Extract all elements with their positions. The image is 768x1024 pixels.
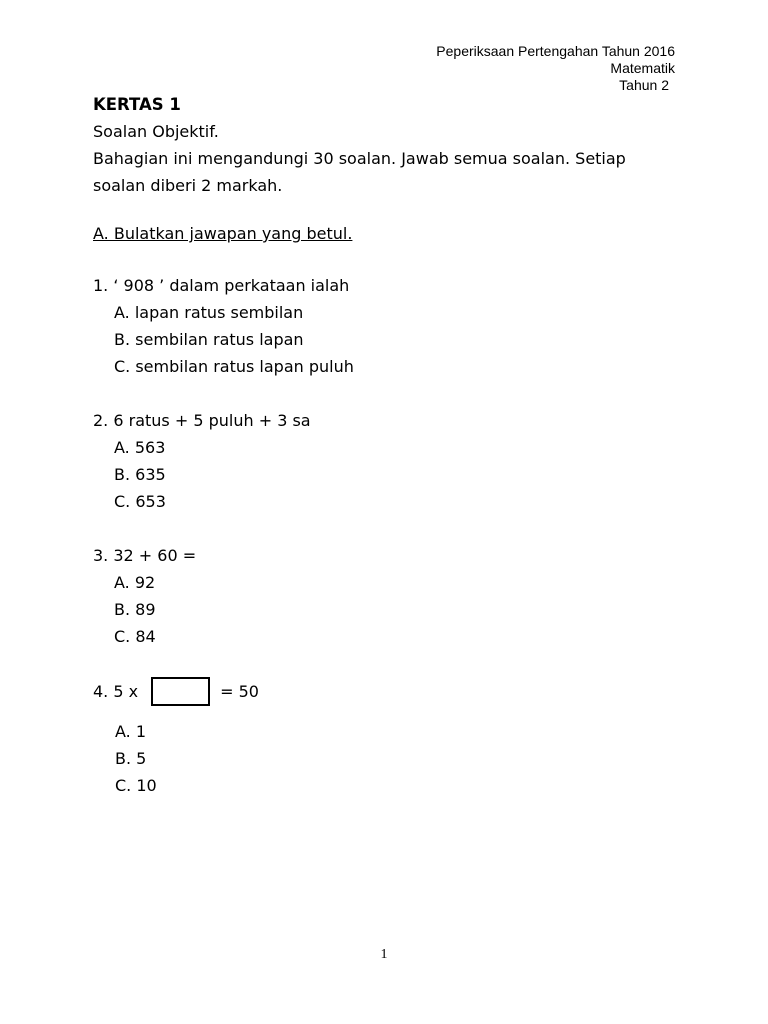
option-a[interactable]: A. 563 [114, 438, 166, 457]
option-a[interactable]: A. 1 [115, 722, 147, 741]
question-text-before: 4. 5 x [93, 682, 139, 701]
question-3 [93, 542, 693, 650]
option-b[interactable]: B. 5 [115, 749, 147, 768]
paper-subtitle: Soalan Objektif. [93, 122, 219, 141]
option-c[interactable]: C. sembilan ratus lapan puluh [114, 357, 354, 376]
question-text: 1. ‘ 908 ’ dalam perkataan ialah [93, 276, 350, 295]
option-a[interactable]: A. lapan ratus sembilan [114, 303, 304, 322]
option-b[interactable]: B. sembilan ratus lapan [114, 330, 304, 349]
page-number: 1 [380, 947, 388, 962]
question-text-after: = 50 [220, 682, 259, 701]
question-4 [93, 677, 693, 799]
exam-content [93, 91, 693, 799]
option-b[interactable]: B. 635 [114, 465, 166, 484]
question-1 [93, 272, 693, 380]
option-c[interactable]: C. 84 [114, 627, 156, 646]
option-c[interactable]: C. 10 [115, 776, 157, 795]
question-text: 2. 6 ratus + 5 puluh + 3 sa [93, 411, 311, 430]
paper-title: KERTAS 1 [93, 95, 181, 114]
option-b[interactable]: B. 89 [114, 600, 156, 619]
question-2 [93, 407, 693, 515]
answer-blank-box [151, 677, 210, 706]
question-text: 3. 32 + 60 = [93, 546, 197, 565]
exam-name: Peperiksaan Pertengahan Tahun 2016 [436, 43, 675, 59]
section-heading: A. Bulatkan jawapan yang betul. [93, 224, 353, 243]
paper-instructions: Bahagian ini mengandungi 30 soalan. Jawab semua soalan. Setiap soalan diberi 2 markah. [93, 149, 626, 195]
option-c[interactable]: C. 653 [114, 492, 166, 511]
year-level: Tahun 2 [619, 77, 669, 93]
question-text [93, 677, 693, 706]
subject-name: Matematik [610, 60, 675, 76]
option-a[interactable]: A. 92 [114, 573, 156, 592]
page-header [436, 43, 675, 94]
